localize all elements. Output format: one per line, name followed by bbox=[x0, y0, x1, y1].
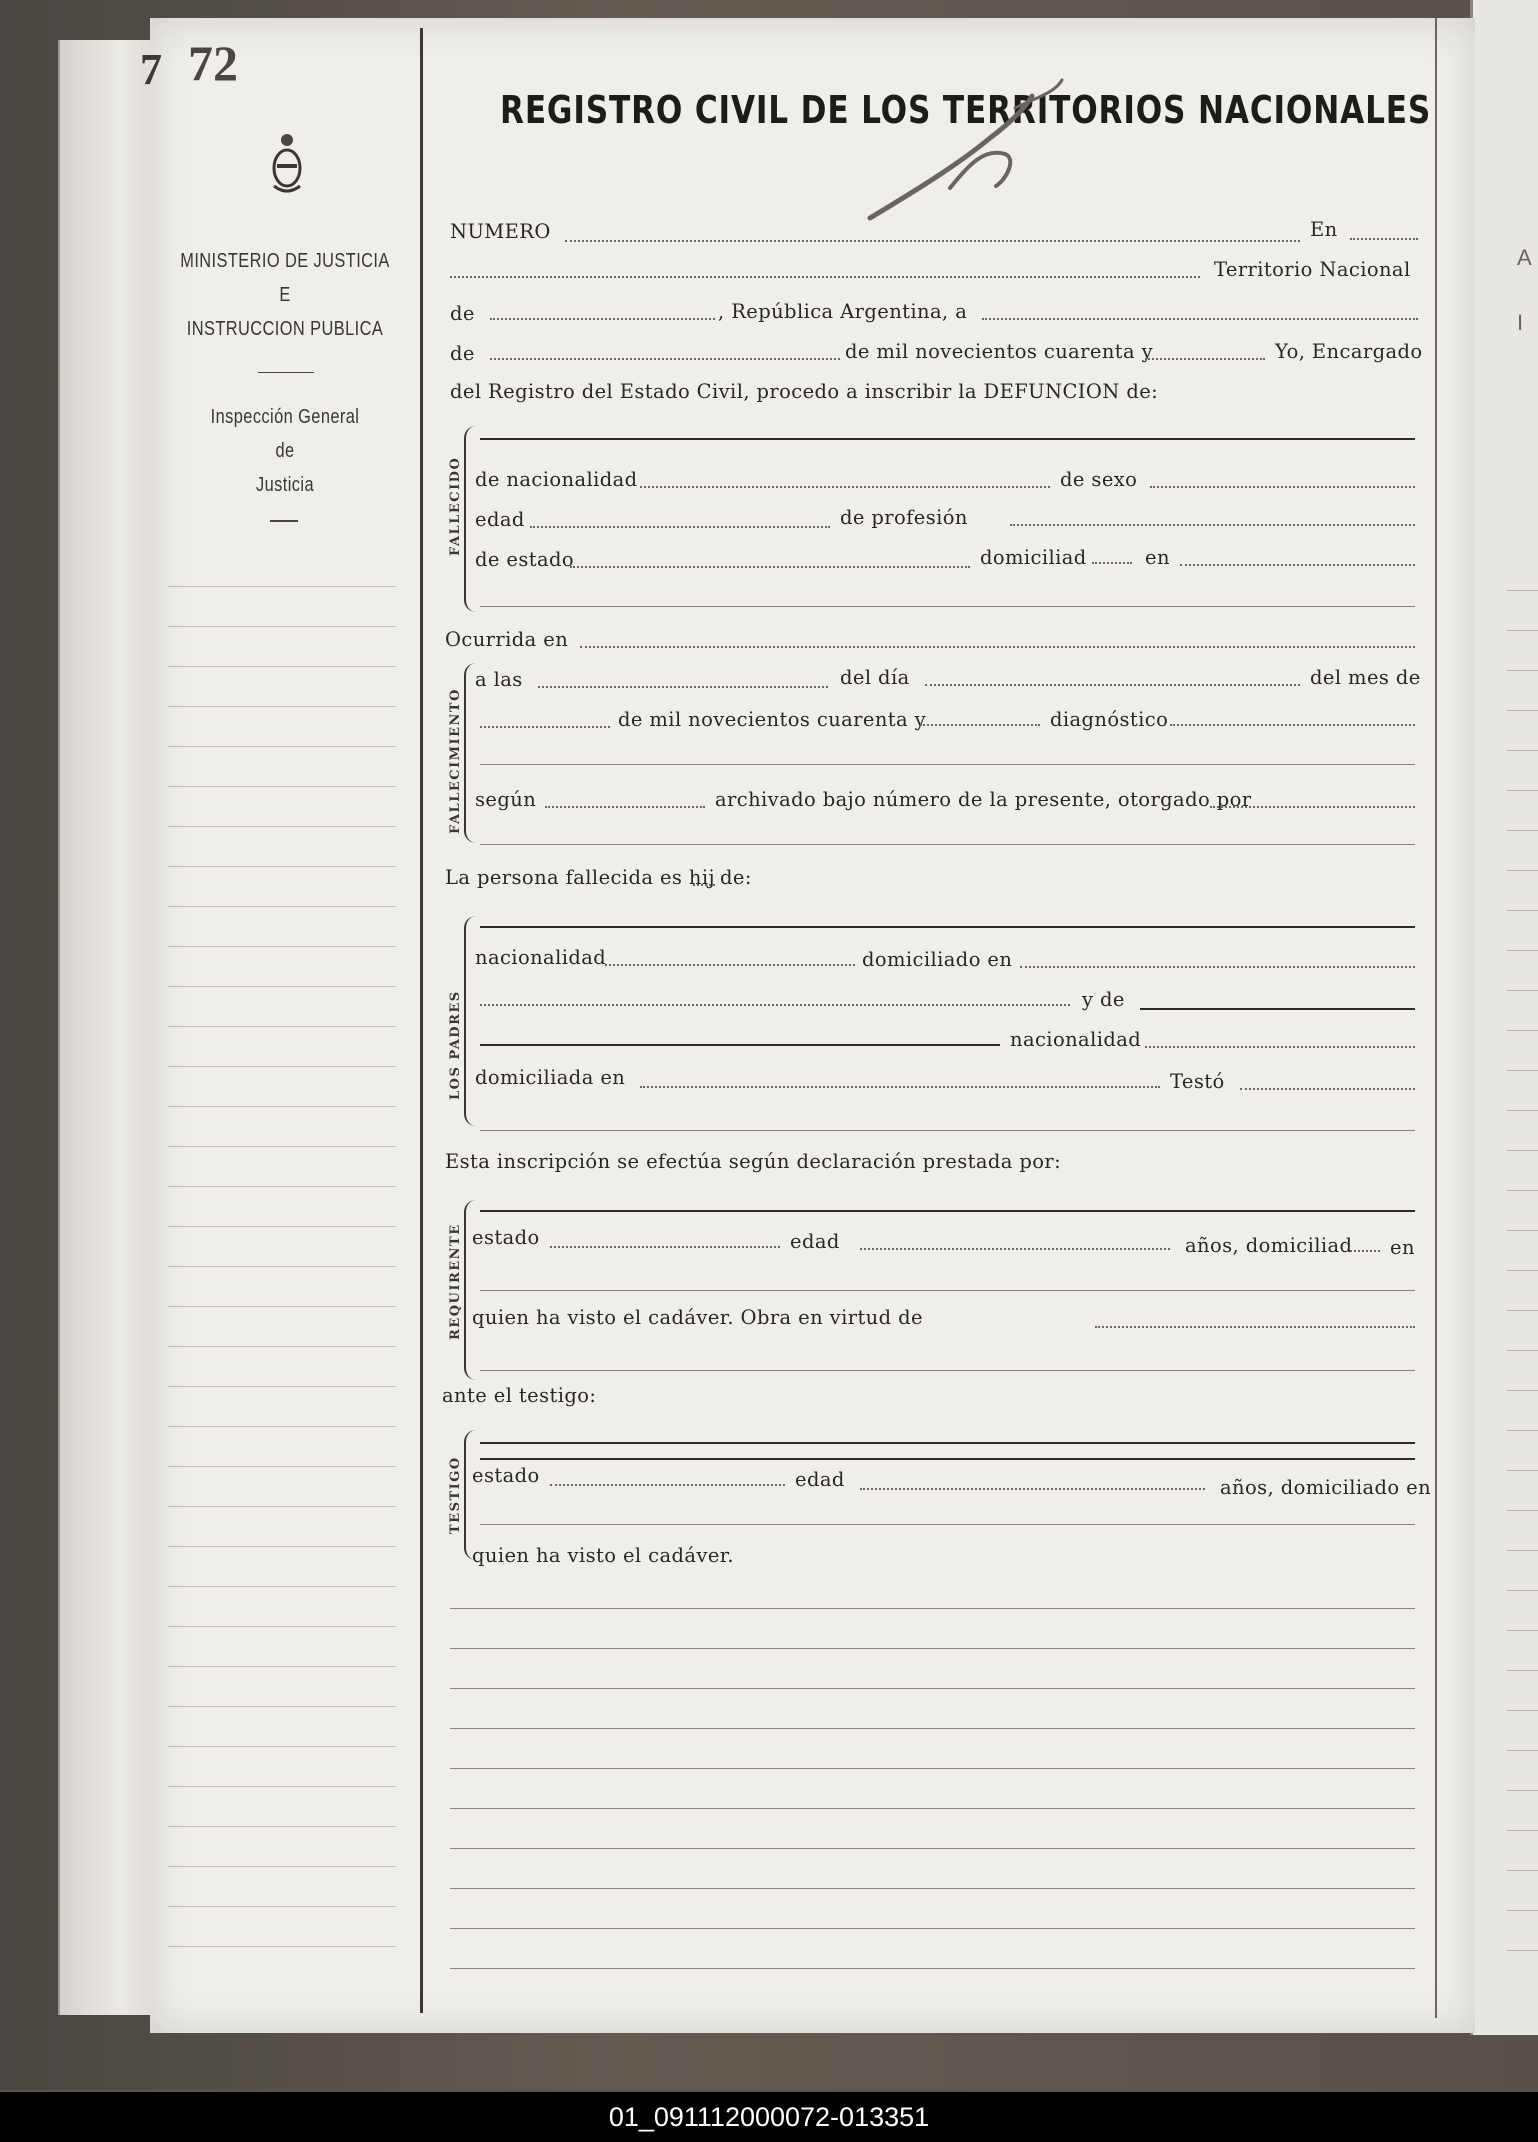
label-a-las: a las bbox=[475, 668, 523, 691]
page-number: 72 bbox=[188, 35, 238, 91]
field-domicilio-cont[interactable] bbox=[480, 606, 1415, 607]
field-nombre-padre[interactable] bbox=[480, 926, 1415, 928]
field-fecha-dia[interactable] bbox=[982, 318, 1418, 320]
label-del-mes-de: del mes de bbox=[1310, 666, 1421, 689]
field-estado[interactable] bbox=[570, 566, 970, 568]
field-nombre-madre[interactable] bbox=[1140, 1008, 1415, 1010]
label-nacionalidad-padre: nacionalidad bbox=[475, 946, 607, 969]
field-domicilio-requirente[interactable] bbox=[480, 1290, 1415, 1291]
field-domiciliad-suffix[interactable] bbox=[1092, 562, 1132, 564]
label-domiciliada-en: domiciliada en bbox=[475, 1066, 626, 1089]
field-testo[interactable] bbox=[1240, 1088, 1415, 1090]
field-otorgado-por[interactable] bbox=[1210, 806, 1415, 808]
image-id-caption: 01_091112000072-013351 bbox=[0, 2092, 1538, 2142]
field-domicilio-padre[interactable] bbox=[1020, 966, 1415, 968]
death-record-form bbox=[442, 18, 1432, 2033]
label-anos-domiciliad: años, domiciliad bbox=[1185, 1234, 1353, 1257]
ministry-name-line1: MINISTERIO DE JUSTICIA bbox=[180, 250, 390, 272]
label-en-requirente: en bbox=[1390, 1236, 1415, 1259]
field-nombre-madre-cont[interactable] bbox=[480, 1044, 1000, 1046]
field-diagnostico-cont[interactable] bbox=[480, 764, 1415, 765]
label-edad: edad bbox=[475, 508, 525, 531]
section-label-padres: LOS PADRES bbox=[448, 990, 463, 1100]
field-domicilio-testigo[interactable] bbox=[480, 1524, 1415, 1525]
field-testo-cont[interactable] bbox=[480, 1130, 1415, 1131]
margin-rule bbox=[420, 28, 423, 2013]
label-territorio-nacional: Territorio Nacional bbox=[1214, 258, 1411, 281]
ministry-name-line3: INSTRUCCION PUBLICA bbox=[186, 318, 384, 340]
field-profesion[interactable] bbox=[1010, 524, 1415, 526]
left-page-number: 7 bbox=[140, 45, 162, 94]
field-edad-requirente[interactable] bbox=[860, 1248, 1170, 1250]
label-de-mil-fallecimiento: de mil novecientos cuarenta y bbox=[618, 708, 927, 731]
field-ocurrida-en[interactable] bbox=[580, 646, 1415, 648]
bracket-testigo bbox=[464, 1430, 476, 1560]
field-edad[interactable] bbox=[530, 526, 830, 528]
field-hij-suffix[interactable] bbox=[693, 884, 715, 886]
field-hora[interactable] bbox=[538, 686, 828, 688]
label-registro-line: del Registro del Estado Civil, procedo a inscribir la DEFUNCION de: bbox=[450, 380, 1159, 403]
label-de-1: de bbox=[450, 302, 475, 325]
field-dia[interactable] bbox=[925, 684, 1300, 686]
field-obra-cont[interactable] bbox=[480, 1370, 1415, 1371]
label-persona-fallecida-de: de: bbox=[720, 866, 752, 889]
handwritten-signature bbox=[810, 68, 1080, 238]
inspection-line2: de bbox=[275, 440, 295, 462]
label-estado-testigo: estado bbox=[472, 1464, 540, 1487]
field-edad-testigo[interactable] bbox=[860, 1488, 1205, 1490]
field-fecha-ano[interactable] bbox=[1145, 358, 1265, 360]
label-domiciliad: domiciliad bbox=[980, 546, 1087, 569]
coat-of-arms-icon bbox=[268, 130, 306, 198]
label-testo: Testó bbox=[1170, 1070, 1225, 1093]
field-locality[interactable] bbox=[450, 276, 1200, 278]
field-obra-en-virtud[interactable] bbox=[1095, 1326, 1415, 1328]
label-de-mil: de mil novecientos cuarenta y bbox=[845, 340, 1154, 363]
field-estado-testigo[interactable] bbox=[550, 1484, 785, 1486]
label-ocurrida-en: Ocurrida en bbox=[445, 628, 569, 651]
field-ano-fallecimiento[interactable] bbox=[920, 724, 1040, 726]
section-label-fallecido: FALLECIDO bbox=[448, 456, 463, 556]
field-domicilio-padre-cont[interactable] bbox=[480, 1004, 1070, 1006]
field-territorio[interactable] bbox=[490, 318, 715, 320]
label-nacionalidad-madre: nacionalidad bbox=[1010, 1028, 1142, 1051]
section-label-requirente: REQUIRENTE bbox=[448, 1223, 463, 1340]
form-title: REGISTRO CIVIL DE LOS TERRITORIOS NACIONALES bbox=[500, 88, 1432, 132]
label-segun: según bbox=[475, 788, 537, 811]
label-edad-testigo: edad bbox=[795, 1468, 845, 1491]
label-anos-domiciliado: años, domiciliado en bbox=[1220, 1476, 1432, 1499]
field-mes[interactable] bbox=[480, 726, 610, 728]
label-domiciliado-en: domiciliado en bbox=[862, 948, 1013, 971]
label-diagnostico: diagnóstico bbox=[1050, 708, 1169, 731]
label-profesion: de profesión bbox=[840, 506, 968, 529]
label-estado: de estado bbox=[475, 548, 575, 571]
margin-column bbox=[140, 18, 420, 2033]
field-sexo[interactable] bbox=[1150, 486, 1415, 488]
label-quien-testigo: quien ha visto el cadáver. bbox=[472, 1544, 734, 1567]
field-nombre-testigo[interactable] bbox=[480, 1442, 1415, 1444]
label-estado-requirente: estado bbox=[472, 1226, 540, 1249]
label-en: En bbox=[1310, 218, 1338, 241]
register-page bbox=[140, 18, 1475, 2033]
label-en-domicilio: en bbox=[1145, 546, 1170, 569]
label-edad-requirente: edad bbox=[790, 1230, 840, 1253]
field-domicilio-madre[interactable] bbox=[640, 1086, 1160, 1088]
field-segun[interactable] bbox=[545, 806, 705, 808]
field-nombre-requirente[interactable] bbox=[480, 1210, 1415, 1212]
label-numero: NUMERO bbox=[450, 220, 551, 243]
label-persona-fallecida: La persona fallecida es hij bbox=[445, 866, 715, 889]
field-numero[interactable] bbox=[565, 240, 1300, 242]
label-archivado: archivado bajo número de la presente, otorgado por bbox=[715, 788, 1252, 811]
page-stack-edge bbox=[58, 40, 160, 2015]
adjacent-page-mark: I bbox=[1517, 310, 1524, 335]
field-nacionalidad-padre[interactable] bbox=[605, 964, 855, 966]
margin-divider bbox=[258, 372, 314, 373]
inspection-line1: Inspección General bbox=[210, 406, 360, 428]
label-ante-testigo: ante el testigo: bbox=[442, 1384, 597, 1407]
field-nombre-testigo-underline bbox=[480, 1458, 1415, 1460]
field-estado-requirente[interactable] bbox=[550, 1246, 780, 1248]
field-nacionalidad-madre[interactable] bbox=[1145, 1046, 1415, 1048]
label-inscripcion: Esta inscripción se efectúa según declaración prestada por: bbox=[445, 1150, 1062, 1173]
field-en[interactable] bbox=[1350, 238, 1418, 240]
label-y-de: y de bbox=[1082, 988, 1125, 1011]
field-nombre-fallecido[interactable] bbox=[480, 438, 1415, 440]
label-republica: , República Argentina, a bbox=[718, 300, 968, 323]
adjacent-page-mark: A bbox=[1517, 245, 1532, 270]
label-sexo: de sexo bbox=[1060, 468, 1138, 491]
field-diagnostico[interactable] bbox=[1170, 724, 1415, 726]
label-del-dia: del día bbox=[840, 666, 910, 689]
section-label-testigo: TESTIGO bbox=[448, 1456, 463, 1534]
right-edge-rule bbox=[1435, 18, 1437, 2018]
inspection-line3: Justicia bbox=[256, 474, 314, 496]
field-nacionalidad[interactable] bbox=[640, 486, 1050, 488]
adjacent-page bbox=[1470, 0, 1538, 2035]
label-yo-encargado: Yo, Encargado bbox=[1275, 340, 1423, 363]
label-quien-obra: quien ha visto el cadáver. Obra en virtud de bbox=[472, 1306, 923, 1329]
field-otorgado-cont[interactable] bbox=[480, 844, 1415, 845]
field-domicilio[interactable] bbox=[1180, 564, 1415, 566]
section-label-fallecimiento: FALLECIMIENTO bbox=[448, 688, 463, 834]
field-domiciliad-suffix-requirente[interactable] bbox=[1350, 1250, 1380, 1252]
margin-divider bbox=[270, 520, 298, 522]
ministry-name-line2: E bbox=[279, 284, 291, 306]
label-de-2: de bbox=[450, 342, 475, 365]
label-nacionalidad: de nacionalidad bbox=[475, 468, 638, 491]
field-fecha-mes[interactable] bbox=[490, 358, 840, 360]
